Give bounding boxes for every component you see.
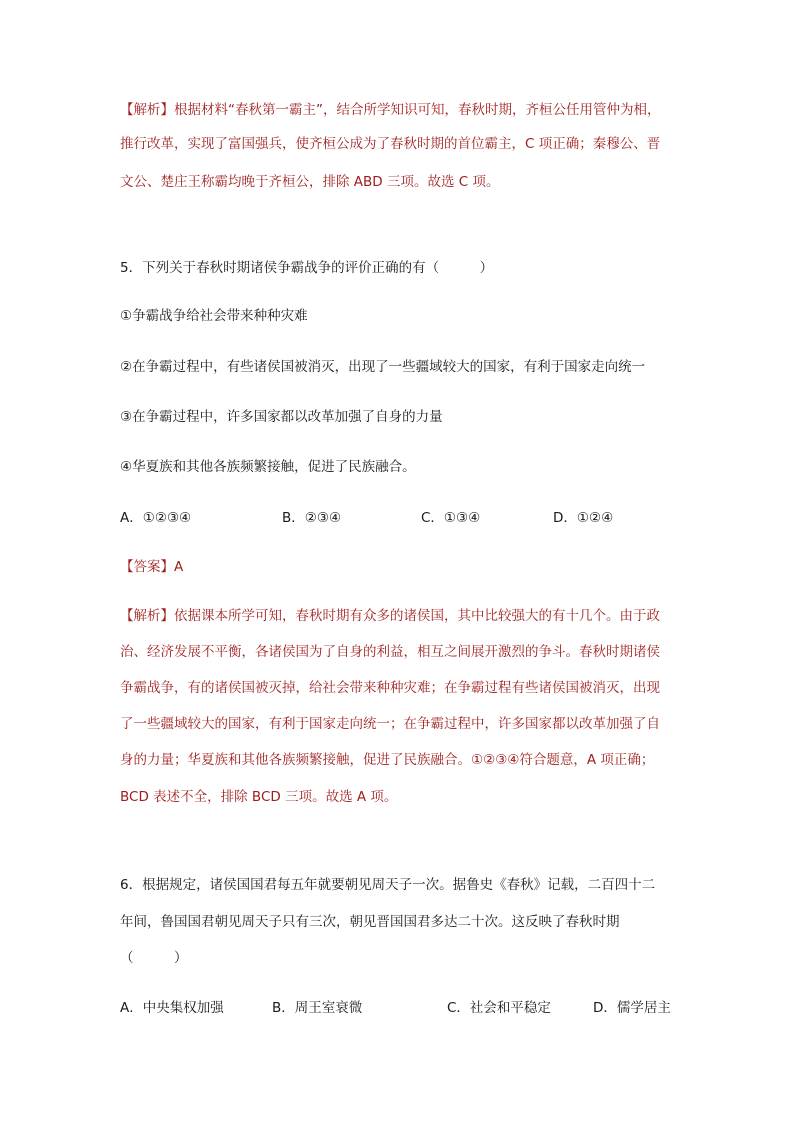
q6-stem-line-3: （ ）	[120, 950, 188, 966]
q5-item-4: ④华夏族和其他各族频繁接触，促进了民族融合。	[120, 459, 416, 475]
q6-stem-line-1: 6．根据规定，诸侯国国君每五年就要朝见周天子一次。据鲁史《春秋》记载，二百四十二	[120, 877, 656, 893]
analysis-text: 依据课本所学可知，春秋时期有众多的诸侯国，其中比较强大的有十几个。由于政	[174, 608, 660, 624]
q5-analysis-line-1	[120, 606, 660, 626]
q6-stem-line-2: 年间，鲁国国君朝见周天子只有三次，朝见晋国国君多达二十次。这反映了春秋时期	[120, 914, 620, 930]
q5-analysis-line-2: 治、经济发展不平衡，各诸侯国为了自身的利益，相互之间展开激烈的争斗。春秋时期诸侯	[120, 644, 660, 660]
q4-analysis-line-3: 文公、楚庄王称霸均晚于齐桓公，排除 ABD 三项。故选 C 项。	[120, 174, 500, 190]
q5-option-a: A．①②③④	[120, 510, 192, 526]
q5-option-b: B．②③④	[282, 510, 342, 526]
q5-option-d: D．①②④	[553, 510, 614, 526]
q5-answer	[120, 557, 183, 577]
answer-value: A	[174, 559, 184, 575]
q4-analysis-line-2: 推行改革，实现了富国强兵，使齐桓公成为了春秋时期的首位霸主，C 项正确；秦穆公、晋	[120, 136, 661, 152]
q5-analysis-line-4: 了一些疆域较大的国家，有利于国家走向统一；在争霸过程中，许多国家都以改革加强了自	[120, 716, 660, 732]
q6-option-c: C．社会和平稳定	[447, 1000, 551, 1016]
q5-analysis-line-5: 身的力量；华夏族和其他各族频繁接触，促进了民族融合。①②③④符合题意，A 项正确；	[120, 752, 655, 768]
q5-option-c: C．①③④	[421, 510, 481, 526]
q5-item-3: ③在争霸过程中，许多国家都以改革加强了自身的力量	[120, 409, 443, 425]
analysis-text: 根据材料“春秋第一霸主”，结合所学知识可知，春秋时期，齐桓公任用管仲为相，	[174, 102, 661, 118]
q5-analysis-line-3: 争霸战争，有的诸侯国被灭掉，给社会带来种种灾难；在争霸过程有些诸侯国被消灭，出现	[120, 680, 660, 696]
q5-item-2: ②在争霸过程中，有些诸侯国被消灭，出现了一些疆域较大的国家，有利于国家走向统一	[120, 359, 646, 375]
q6-option-d: D．儒学居主	[593, 1000, 671, 1016]
q6-option-b: B．周王室衰微	[272, 1000, 363, 1016]
q5-analysis-line-6: BCD 表述不全，排除 BCD 三项。故选 A 项。	[120, 789, 398, 805]
q5-stem: 5．下列关于春秋时期诸侯争霸战争的评价正确的有（ ）	[120, 260, 494, 276]
answer-tag: 【答案】	[120, 559, 174, 575]
analysis-tag: 【解析】	[120, 608, 174, 624]
q5-item-1: ①争霸战争给社会带来种种灾难	[120, 308, 308, 324]
q6-option-a: A．中央集权加强	[120, 1000, 224, 1016]
q4-analysis-line-1	[120, 100, 661, 120]
analysis-tag: 【解析】	[120, 102, 174, 118]
